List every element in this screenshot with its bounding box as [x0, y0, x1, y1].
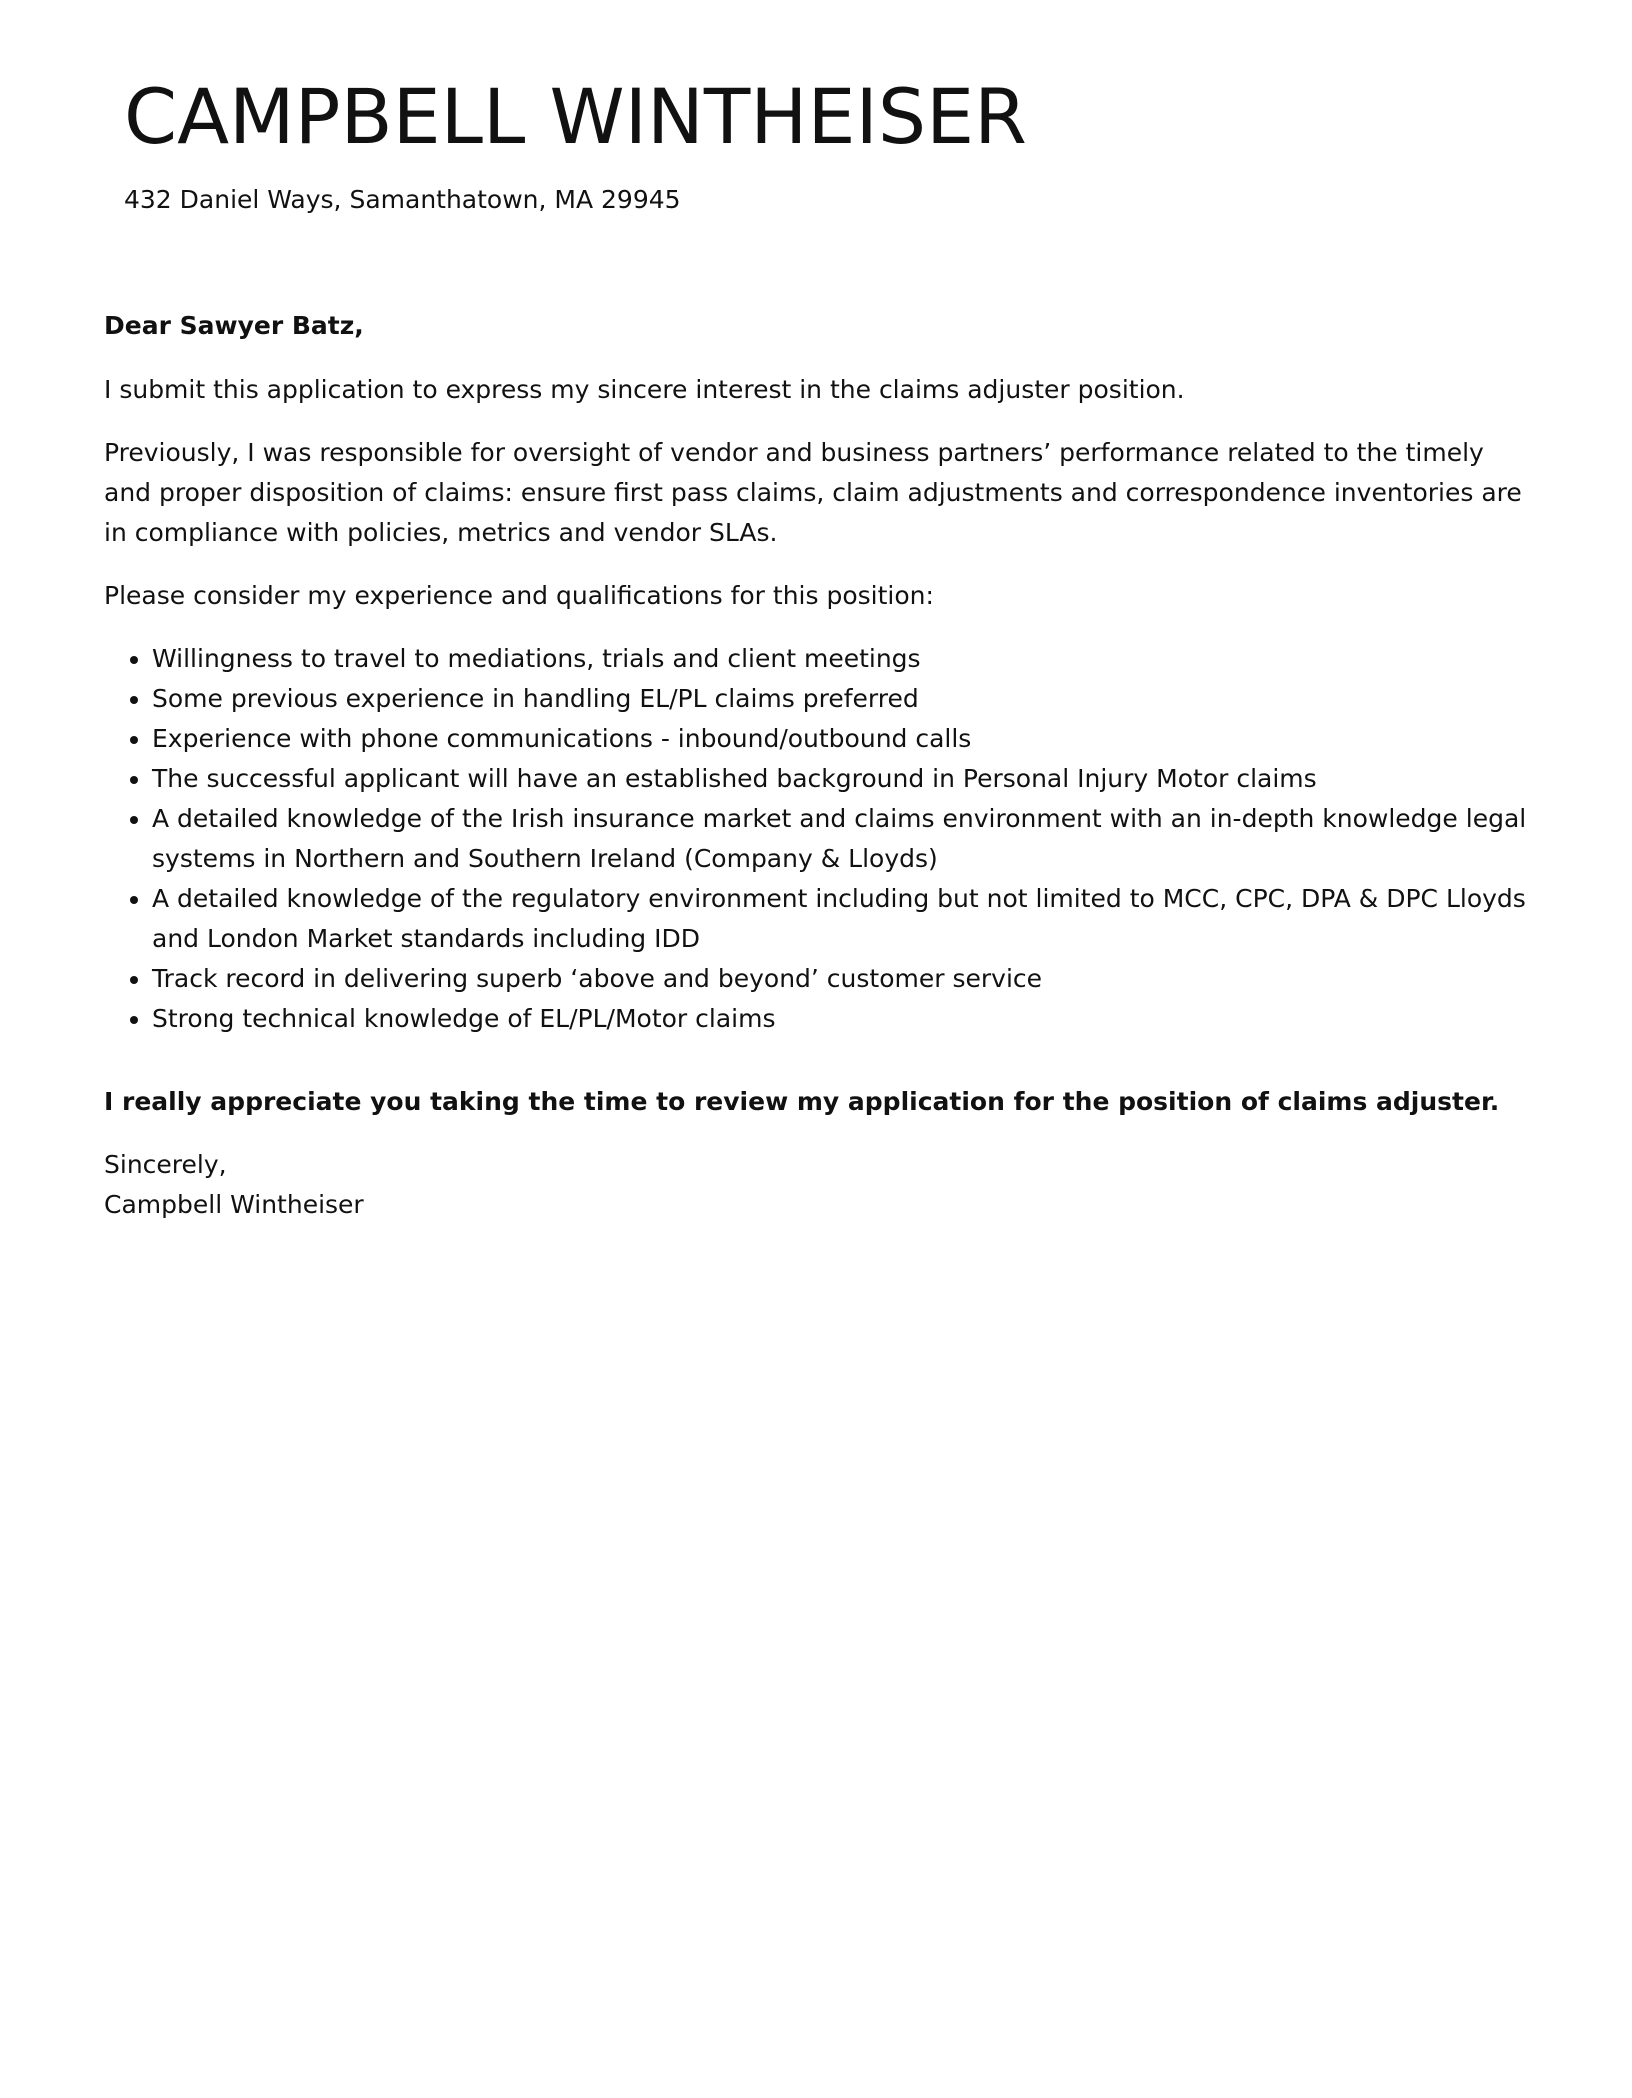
signature: Campbell Wintheiser — [104, 1190, 364, 1219]
closing-paragraph: I really appreciate you taking the time to review my application for the position of claims adjuster. — [104, 1087, 1500, 1116]
list-item: • A detailed knowledge of the regulatory environment including but not limited to MCC, CPC, DPA & DPC Lloyds and London Market standards including IDD — [152, 879, 1534, 959]
list-item: • Willingness to travel to mediations, trials and client meetings — [152, 639, 1534, 679]
applicant-address: 432 Daniel Ways, Samanthatown, MA 29945 — [124, 185, 681, 214]
list-item: • Strong technical knowledge of EL/PL/Motor claims — [152, 999, 1534, 1039]
consider-paragraph: Please consider my experience and qualifications for this position: — [104, 581, 934, 610]
list-item: • The successful applicant will have an established background in Personal Injury Motor claims — [152, 759, 1534, 799]
list-item: • A detailed knowledge of the Irish insurance market and claims environment with an in-depth knowledge legal systems in Northern and Southern Ireland (Company & Lloyds) — [152, 799, 1534, 879]
intro-paragraph: I submit this application to express my sincere interest in the claims adjuster position. — [104, 375, 1185, 404]
signoff: Sincerely, — [104, 1150, 227, 1179]
list-item: • Some previous experience in handling EL/PL claims preferred — [152, 679, 1534, 719]
experience-paragraph: Previously, I was responsible for oversight of vendor and business partners’ performance related to the timely and proper disposition of claims: ensure first pass claims, claim adjustments and correspondence inventories are in compliance with policies, metrics and vendor SLAs. — [104, 438, 1522, 547]
qualifications-list — [104, 639, 1534, 1039]
list-item: • Track record in delivering superb ‘above and beyond’ customer service — [152, 959, 1534, 999]
letter-body — [104, 306, 1534, 1225]
applicant-name: CAMPBELL WINTHEISER — [124, 72, 1027, 161]
list-item: • Experience with phone communications - inbound/outbound calls — [152, 719, 1534, 759]
salutation: Dear Sawyer Batz, — [104, 311, 364, 340]
